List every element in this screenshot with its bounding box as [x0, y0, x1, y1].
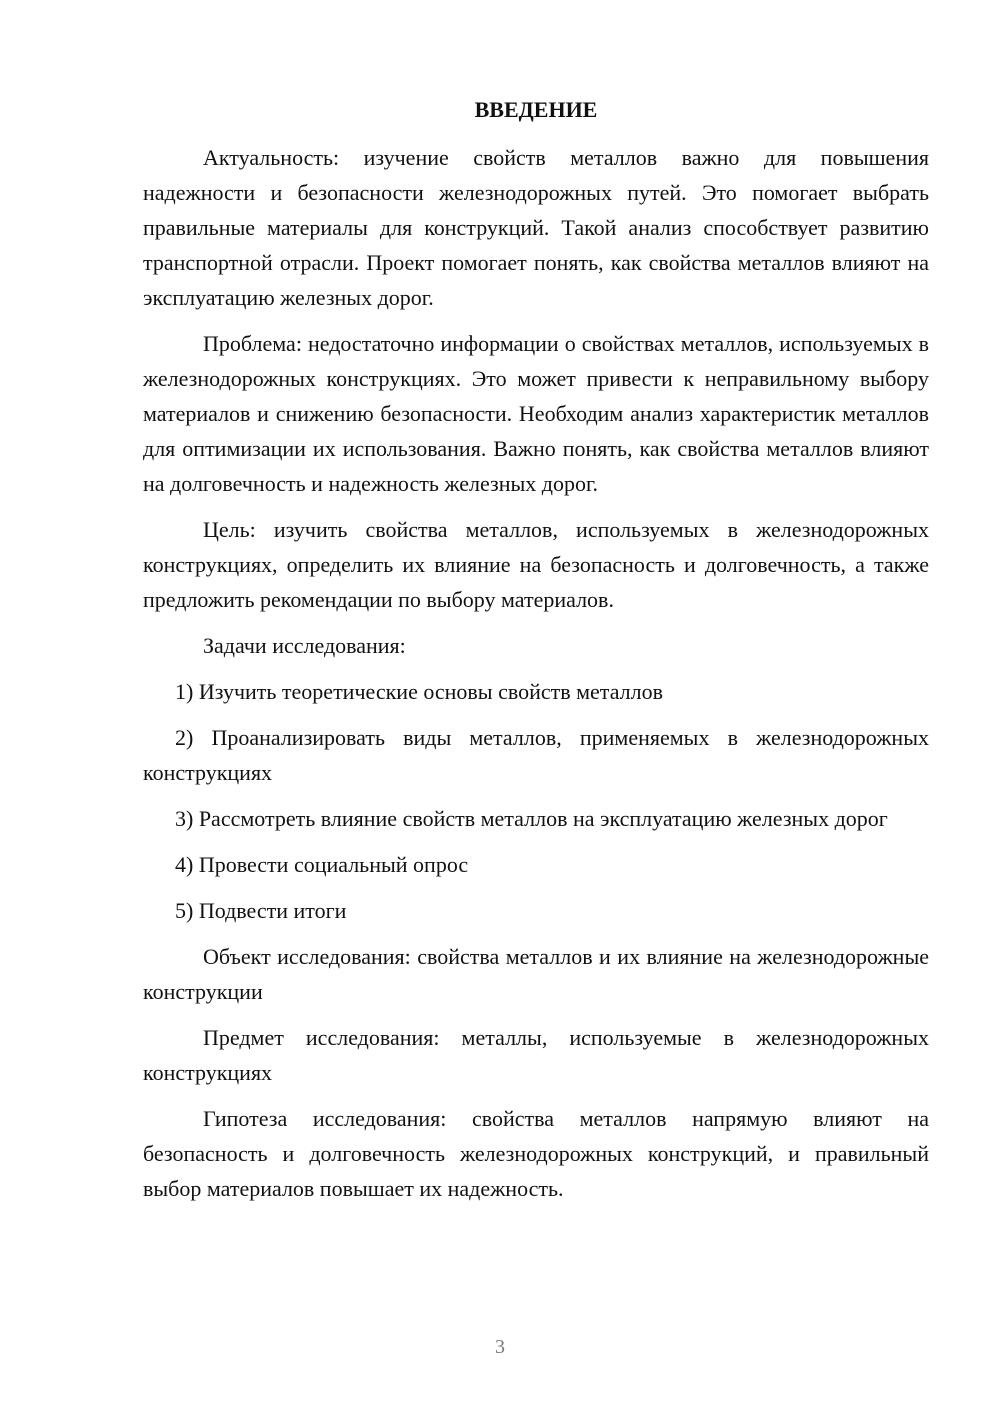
page-number: 3: [495, 1336, 505, 1358]
task-item: 4) Провести социальный опрос: [175, 852, 469, 877]
task-item: 3) Рассмотреть влияние свойств металлов на эксплуатацию железных дорог: [175, 806, 888, 831]
goal-paragraph: Цель: изучить свойства металлов, используемых в железнодорожных конструкциях, определить их влияние на безопасность и долговечность, а также предложить рекомендации по выбору материалов.: [143, 517, 929, 612]
task-item: 2) Проанализировать виды металлов, применяемых в железнодорожных конструкциях: [143, 725, 929, 785]
task-item: 5) Подвести итоги: [175, 898, 347, 923]
tasks-heading: Задачи исследования:: [203, 633, 406, 658]
hypothesis-paragraph: Гипотеза исследования: свойства металлов напрямую влияют на безопасность и долговечность железнодорожных конструкций, и правильный выбор материалов повышает их надежность.: [143, 1106, 929, 1201]
task-item: 1) Изучить теоретические основы свойств металлов: [175, 679, 663, 704]
page-content: [143, 94, 929, 1217]
research-subject-paragraph: Предмет исследования: металлы, используемые в железнодорожных конструкциях: [143, 1025, 929, 1085]
relevance-paragraph: Актуальность: изучение свойств металлов важно для повышения надежности и безопасности железнодорожных путей. Это помогает выбрать правильные материалы для конструкций. Такой анализ способствует развитию транспортной отрасли. Проект помогает понять, как свойства металлов влияют на эксплуатацию железных дорог.: [143, 145, 929, 310]
research-object-paragraph: Объект исследования: свойства металлов и их влияние на железнодорожные конструкции: [143, 944, 929, 1004]
page-title: ВВЕДЕНИЕ: [474, 97, 598, 122]
problem-paragraph: Проблема: недостаточно информации о свойствах металлов, используемых в железнодорожных конструкциях. Это может привести к неправильному выбору материалов и снижению безопасности. Необходим анализ характеристик металлов для оптимизации их использования. Важно понять, как свойства металлов влияют на долговечность и надежность железных дорог.: [143, 331, 929, 496]
